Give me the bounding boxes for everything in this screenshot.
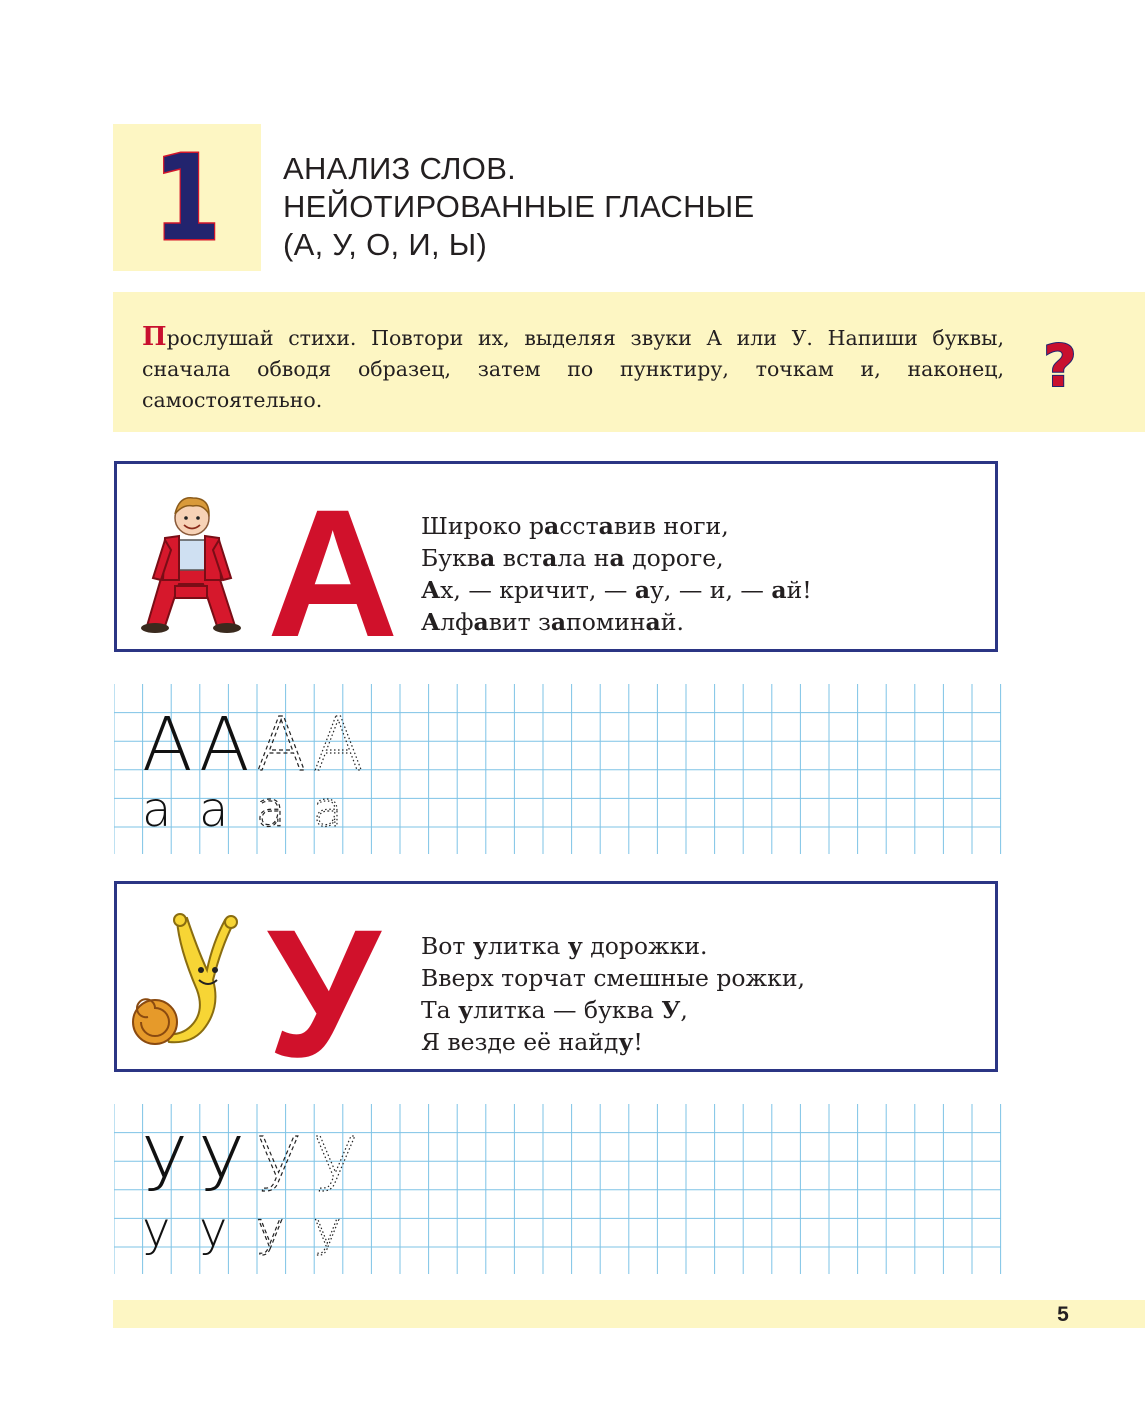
- snail-letter-u-illustration: [125, 908, 275, 1058]
- poem-highlight: а: [645, 608, 661, 636]
- poem-text: й!: [786, 576, 812, 604]
- practice-letter-dashed: a: [256, 782, 286, 838]
- poem-text: вит з: [488, 608, 551, 636]
- poem-highlight: а: [550, 608, 567, 636]
- practice-letter-dotted: у: [313, 1202, 342, 1258]
- page-number: 5: [1057, 1303, 1069, 1326]
- poem-text: литка — буква: [473, 996, 662, 1024]
- poem-highlight: а: [473, 608, 489, 636]
- poem-text: х, — кричит, —: [440, 576, 635, 604]
- practice-letter-solid: a: [199, 782, 229, 838]
- poem-text: дорожки.: [582, 932, 708, 960]
- practice-letter-dashed: У: [256, 1122, 302, 1208]
- chapter-title-line-2: НЕЙОТИРОВАННЫЕ ГЛАСНЫЕ: [283, 189, 755, 224]
- practice-letter-dotted: У: [313, 1122, 359, 1208]
- instruction-text: [142, 322, 1004, 416]
- poem-text: Широко р: [421, 512, 545, 540]
- poem-highlight: У: [661, 996, 681, 1024]
- practice-letter-dotted: a: [313, 782, 343, 838]
- poem-highlight: а: [634, 576, 651, 604]
- footer-band: [113, 1300, 1145, 1328]
- poem-text: литка: [487, 932, 568, 960]
- practice-letter-solid: A: [142, 702, 193, 788]
- poem-line: [421, 606, 812, 638]
- poem-line: [421, 510, 812, 542]
- poem-text: Вот: [421, 932, 473, 960]
- poem-highlight: у: [458, 996, 474, 1024]
- poem-text: ла н: [557, 544, 610, 572]
- practice-letter-solid: A: [199, 702, 250, 788]
- chapter-number: 1: [153, 128, 221, 267]
- poem-line: [421, 962, 805, 994]
- poem-text: ,: [680, 996, 688, 1024]
- poem-highlight: а: [609, 544, 625, 572]
- practice-letter-dashed: A: [256, 702, 307, 788]
- practice-letter-solid: У: [199, 1122, 245, 1208]
- chapter-title-line-3: (А, У, О, И, Ы): [283, 227, 488, 262]
- poem-highlight: а: [480, 544, 496, 572]
- poem-line: [421, 574, 812, 606]
- practice-letter-dotted: A: [313, 702, 364, 788]
- poem-text: !: [633, 1028, 643, 1056]
- poem-highlight: а: [542, 544, 558, 572]
- chapter-title-line-1: АНАЛИЗ СЛОВ.: [283, 151, 517, 186]
- instruction-initial: П: [142, 322, 167, 352]
- poem-highlight: а: [544, 512, 560, 540]
- poem-highlight: у: [472, 932, 488, 960]
- instruction-body: рослушай стихи. Повтори их, выделяя звуки А или У. Напиши буквы, сначала обводя образец, затем по пунктиру, точкам и, наконец, самостоятельно.: [142, 326, 1004, 412]
- big-letter-a: А: [267, 471, 399, 675]
- poem-text: помин: [566, 608, 646, 636]
- practice-grid-u: [114, 1104, 1002, 1274]
- chapter-title: [283, 150, 983, 264]
- poem-text: сст: [559, 512, 599, 540]
- practice-letter-solid: у: [199, 1202, 228, 1258]
- poem-text: Я везде её найд: [421, 1028, 619, 1056]
- poem-a: [421, 510, 812, 638]
- poem-line: [421, 1026, 805, 1058]
- practice-grid-a: [114, 684, 1002, 854]
- poem-highlight: у: [567, 932, 583, 960]
- chapter-number-box: [113, 124, 261, 271]
- poem-text: Букв: [421, 544, 481, 572]
- poem-text: Та: [421, 996, 459, 1024]
- question-mark-icon: ?: [1043, 332, 1077, 400]
- poem-line: [421, 994, 805, 1026]
- poem-highlight: а: [598, 512, 614, 540]
- practice-letter-solid: у: [142, 1202, 171, 1258]
- boy-letter-a-illustration: [139, 488, 249, 636]
- poem-line: [421, 542, 812, 574]
- poem-line: [421, 930, 805, 962]
- poem-text: вив ноги,: [613, 512, 729, 540]
- practice-letter-solid: a: [142, 782, 172, 838]
- poem-u: [421, 930, 805, 1058]
- poem-highlight: а: [771, 576, 787, 604]
- letter-card-a: [114, 461, 998, 675]
- big-letter-u: У: [267, 891, 381, 1095]
- poem-highlight: А: [421, 608, 441, 636]
- poem-text: лф: [440, 608, 474, 636]
- poem-text: й.: [660, 608, 684, 636]
- letter-card-u: [114, 881, 998, 1095]
- poem-text: у, — и, —: [650, 576, 772, 604]
- poem-highlight: А: [421, 576, 441, 604]
- practice-letter-solid: У: [142, 1122, 188, 1208]
- practice-letter-dashed: у: [256, 1202, 285, 1258]
- poem-text: вст: [495, 544, 543, 572]
- poem-text: Вверх торчат смешные рожки,: [421, 964, 805, 992]
- poem-highlight: у: [618, 1028, 634, 1056]
- poem-text: дороге,: [624, 544, 724, 572]
